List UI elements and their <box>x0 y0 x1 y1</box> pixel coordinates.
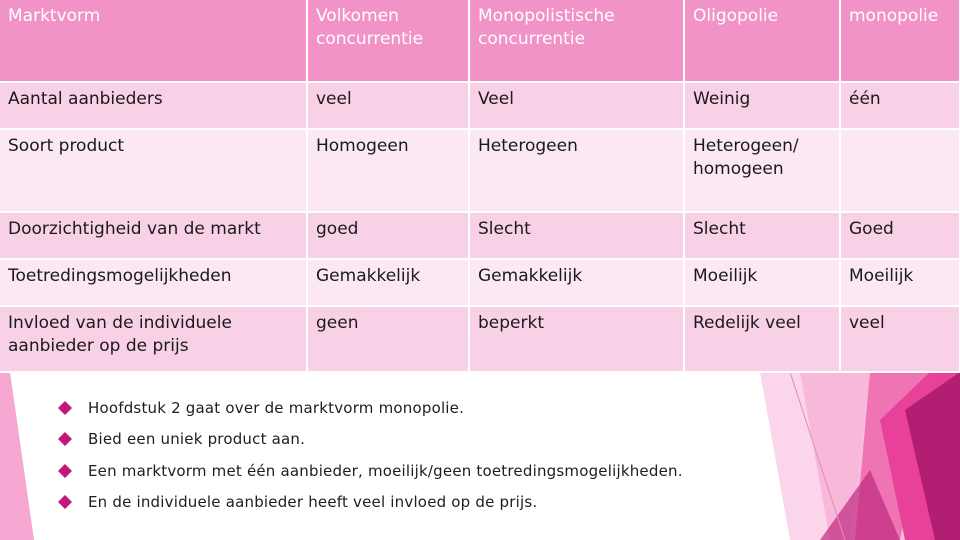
table-cell: Slecht <box>684 212 840 259</box>
row-label: Soort product <box>0 129 307 212</box>
table-cell: Moeilijk <box>840 259 960 306</box>
table-cell: Gemakkelijk <box>307 259 469 306</box>
header-cell: Volkomen concurrentie <box>307 0 469 82</box>
table-cell <box>840 129 960 212</box>
table-cell: veel <box>840 306 960 372</box>
diamond-bullet-icon <box>58 432 72 446</box>
list-item <box>58 424 683 456</box>
header-cell: monopolie <box>840 0 960 82</box>
bullet-list <box>58 392 683 518</box>
table-cell: Weinig <box>684 82 840 129</box>
left-pink-stripe <box>0 372 34 540</box>
table-cell: veel <box>307 82 469 129</box>
table-header-row <box>0 0 960 82</box>
diamond-bullet-icon <box>58 495 72 509</box>
row-label: Doorzichtigheid van de markt <box>0 212 307 259</box>
table-row <box>0 212 960 259</box>
bullet-text: En de individuele aanbieder heeft veel invloed op de prijs. <box>88 493 538 512</box>
table-row <box>0 306 960 372</box>
table-cell: Veel <box>469 82 684 129</box>
row-label: Invloed van de individuele aanbieder op de prijs <box>0 306 307 372</box>
header-cell: Monopolistische concurrentie <box>469 0 684 82</box>
bullet-text: Hoofdstuk 2 gaat over de marktvorm monopolie. <box>88 398 465 417</box>
table-cell: één <box>840 82 960 129</box>
diamond-bullet-icon <box>58 401 72 415</box>
list-item <box>58 455 683 487</box>
table-cell: goed <box>307 212 469 259</box>
row-label: Aantal aanbieders <box>0 82 307 129</box>
diamond-bullet-icon <box>58 464 72 478</box>
table-cell: Redelijk veel <box>684 306 840 372</box>
bullet-text: Bied een uniek product aan. <box>88 430 306 449</box>
table-row <box>0 82 960 129</box>
list-item <box>58 487 683 519</box>
table-cell: Homogeen <box>307 129 469 212</box>
table-cell: Goed <box>840 212 960 259</box>
table-row <box>0 129 960 212</box>
header-cell: Oligopolie <box>684 0 840 82</box>
table-cell: geen <box>307 306 469 372</box>
bullet-text: Een marktvorm met één aanbieder, moeilijk/geen toetredingsmogelijkheden. <box>88 461 683 480</box>
table-cell: Moeilijk <box>684 259 840 306</box>
table-cell: Gemakkelijk <box>469 259 684 306</box>
list-item <box>58 392 683 424</box>
header-cell: Marktvorm <box>0 0 307 82</box>
table-row <box>0 259 960 306</box>
row-label: Toetredingsmogelijkheden <box>0 259 307 306</box>
table-cell: Heterogeen <box>469 129 684 212</box>
table-cell: Slecht <box>469 212 684 259</box>
table-cell: Heterogeen/ homogeen <box>684 129 840 212</box>
table-cell: beperkt <box>469 306 684 372</box>
